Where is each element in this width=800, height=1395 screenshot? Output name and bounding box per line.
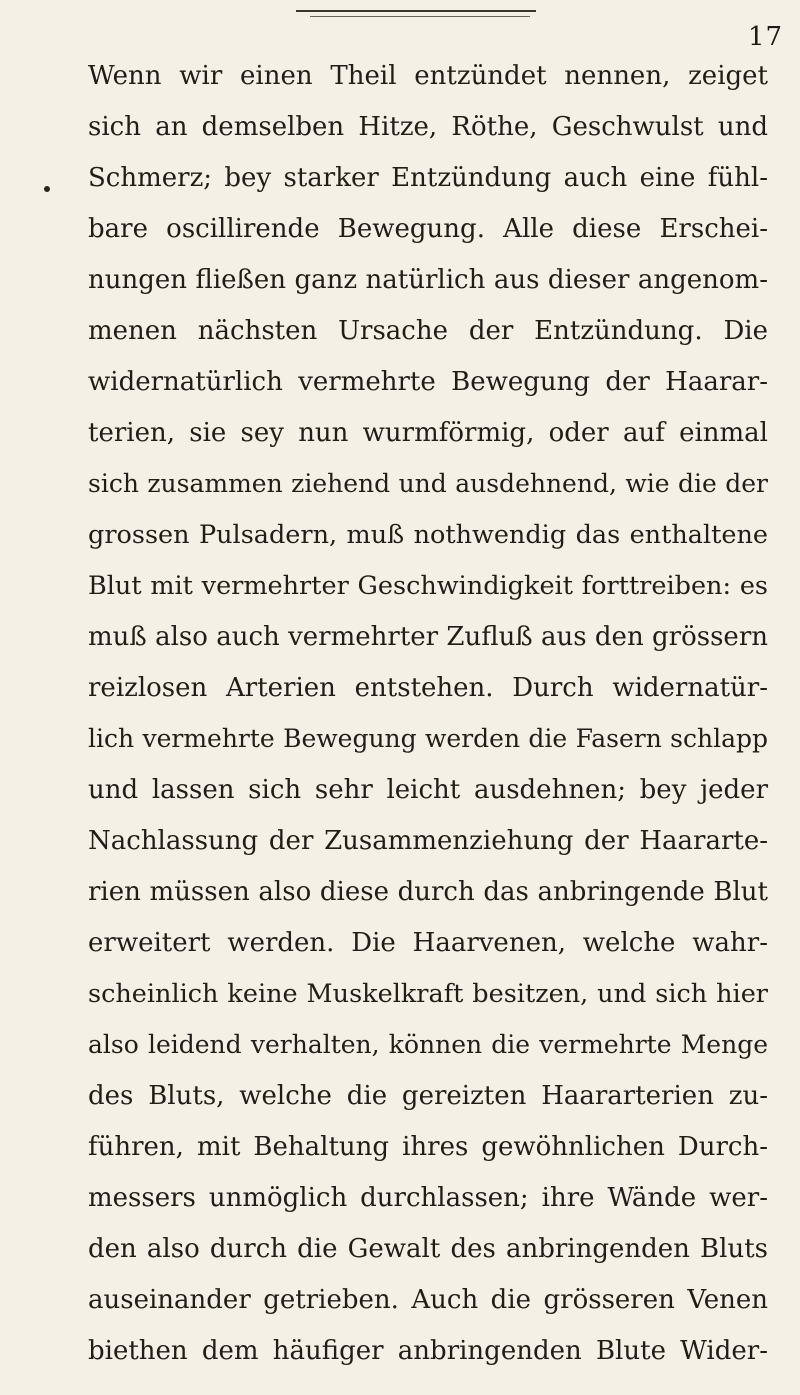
text-line: muß also auch vermehrter Zufluß aus den grössern [88,622,768,652]
text-line: den also durch die Gewalt des anbringenden Bluts [88,1234,768,1264]
margin-mark [44,186,50,192]
text-line: grossen Pulsadern, muß nothwendig das enthaltene [88,520,768,550]
text-line: und lassen sich sehr leicht ausdehnen; bey jeder [88,775,768,805]
text-line: nungen fließen ganz natürlich aus dieser angenom- [88,265,768,295]
text-line: erweitert werden. Die Haarvenen, welche wahr- [88,928,768,958]
text-line: lich vermehrte Bewegung werden die Fasern schlapp [88,724,768,753]
text-line: führen, mit Behaltung ihres gewöhnlichen Durch- [88,1132,768,1162]
text-line: sich zusammen ziehend und ausdehnend, wie die der [88,469,768,498]
text-line: Schmerz; bey starker Entzündung auch eine fühl- [88,163,768,193]
text-line: widernatürlich vermehrte Bewegung der Haarar- [88,367,768,397]
text-line: scheinlich keine Muskelkraft besitzen, und sich hier [88,979,768,1009]
header-rule [296,10,536,12]
text-line: messers unmöglich durchlassen; ihre Wände wer- [88,1183,768,1213]
text-line: Wenn wir einen Theil entzündet nennen, zeiget [88,61,768,91]
text-line: sich an demselben Hitze, Röthe, Geschwulst und [88,112,768,142]
header-rule-thin [310,16,530,17]
page-number: 17 [748,22,784,52]
text-line: reizlosen Arterien entstehen. Durch widernatür- [88,673,768,703]
text-line: auseinander getrieben. Auch die grösseren Venen [88,1285,768,1315]
text-line: menen nächsten Ursache der Entzündung. Die [88,316,768,346]
text-line: Blut mit vermehrter Geschwindigkeit forttreiben: es [88,571,768,601]
text-line: bare oscillirende Bewegung. Alle diese Erschei- [88,214,768,244]
text-line: terien, sie sey nun wurmförmig, oder auf einmal [88,418,768,448]
text-line: biethen dem häufiger anbringenden Blute Wider- [88,1336,768,1366]
text-line: Nachlassung der Zusammenziehung der Haararte- [88,826,768,856]
text-line: rien müssen also diese durch das anbringende Blut [88,877,768,907]
text-line: also leidend verhalten, können die vermehrte Menge [88,1030,768,1059]
text-line: des Bluts, welche die gereizten Haararterien zu- [88,1081,768,1111]
